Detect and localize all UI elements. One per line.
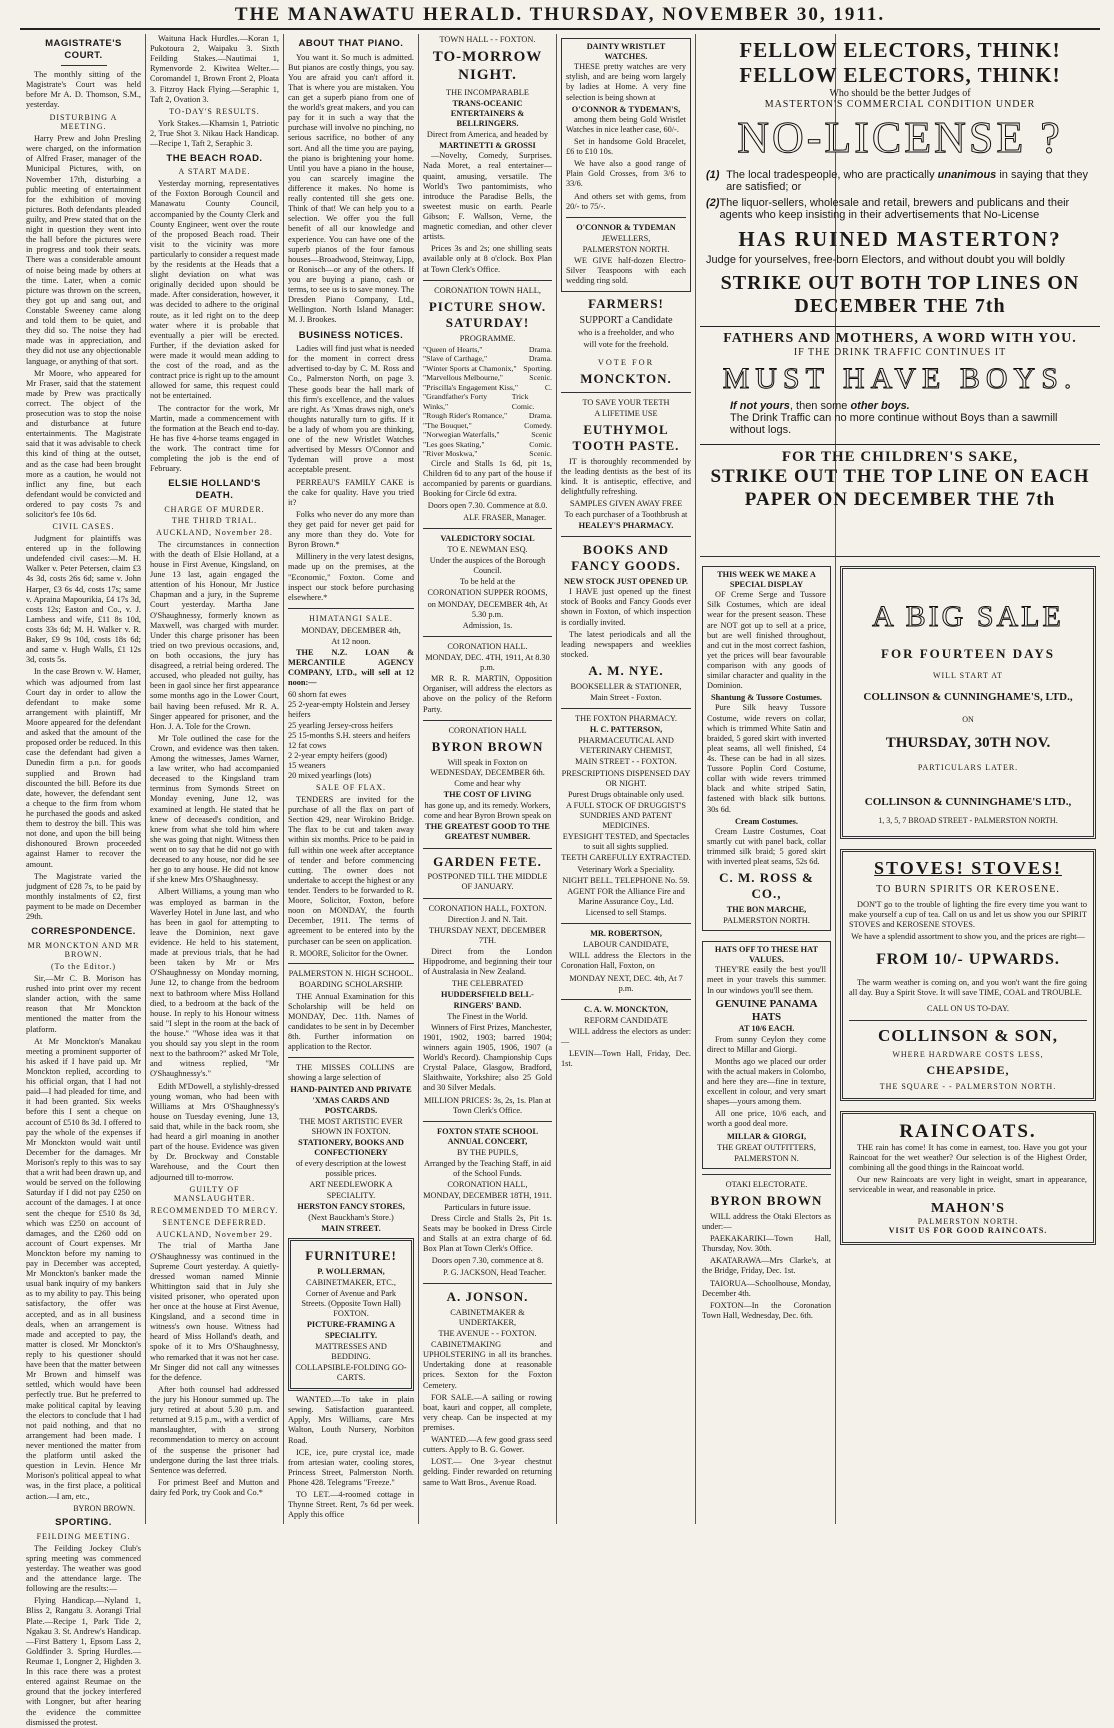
avenue-line: THE AVENUE - - FOXTON. (438, 1329, 537, 1339)
ad-line: A LIFETIME USE (594, 408, 658, 418)
cream-heading: Cream Costumes. (735, 816, 798, 826)
ad-line: TO SAVE YOUR TEETH (582, 397, 670, 407)
ad-text: THESE pretty watches are very stylish, and are being worn largely by ladies at Home. A very fine selection is being shown at (566, 62, 686, 102)
nolicense-title: NO-LICENSE ? (737, 113, 1063, 162)
new-stock-line: NEW STOCK JUST OPENED UP. (564, 577, 688, 587)
big-sale-ad (840, 566, 1096, 839)
if-drink-line: IF THE DRINK TRAFFIC CONTINUES IT (793, 347, 1007, 358)
programme-list (423, 345, 552, 459)
outfitters-line: THE GREAT OUTFITTERS, (717, 1142, 816, 1152)
jonson-title: A. JONSON. (446, 1288, 529, 1304)
monckton-title: MONCKTON. (580, 370, 672, 386)
list-item: 15 weaners (288, 761, 326, 771)
article-text: Waituna Hack Hurdles.—Koran 1, Pukotoura 2, Waipaku 3. Sixth Feilding Stakes.—Nautimai 1, Rymenvorde 2. Kiwitea Welter.—Coromandel 1, Brown Front 2, Ploata 3. Fitzroy Hack Flying.—Seraphic 1, Taft 2, Ovation 3. (150, 34, 279, 104)
classified: WANTED.—To take in plain sewing. Satisfaction guaranteed. Apply, Mrs Williams, care Mrs Walton, Louth Nursery, Norbiton Road. (288, 1395, 414, 1445)
town-line: PALMERSTON NORTH. (582, 244, 670, 254)
stoves-ad (840, 849, 1096, 1101)
oconnor-line: O'CONNOR & TYDEMAN'S, (571, 104, 681, 114)
herston-street: MAIN STREET. (321, 1223, 381, 1233)
will-start-line: WILL START AT (932, 671, 1004, 681)
ad-line: PRESCRIPTIONS DISPENSED DAY OR NIGHT. (561, 768, 691, 788)
beach-heading: THE BEACH ROAD. (166, 152, 263, 164)
list-item: 2 2-year empty heifers (good) (288, 750, 388, 760)
article-text: PERREAU'S FAMILY CAKE is the cake for quality. Have you tried it? (288, 477, 414, 507)
ad-text: among them being Gold Wristlet Watches in nice leather case, 60/-. (566, 114, 686, 134)
column-3 (284, 34, 418, 1524)
byron-title: BYRON BROWN (710, 1193, 823, 1208)
subheading: FEILDING MEETING. (36, 1532, 131, 1541)
finest-line: The Finest in the World. (447, 1011, 528, 1021)
later-line: PARTICULARS LATER. (917, 762, 1019, 772)
column-7 (836, 562, 1100, 1522)
ad-text: IT is thoroughly recommended by the leading dentists as the best of its kind. It is antiseptic, effective, and delightfully refreshing. (561, 456, 691, 496)
greatest-heading: THE GREATEST GOOD TO THE GREATEST NUMBER. (425, 822, 550, 842)
ad-text: FOR SALE.—A sailing or rowing boat, kauri and copper, all complete, very cheap. Can be inspected at my premises. (423, 1392, 552, 1432)
subheading: CIVIL CASES. (52, 522, 115, 532)
ad-line: Licensed to sell Stamps. (585, 907, 667, 917)
pharmacy-heading: THE FOXTON PHARMACY. (575, 714, 677, 724)
piano-heading: ABOUT THAT PIANO. (298, 38, 404, 49)
list-item: 12 fat cows (288, 740, 327, 750)
ad-text: LEVIN—Town Hall, Friday, Dec. 1st. (561, 1049, 691, 1069)
article-text: For primest Beef and Mutton and dairy fed Pork, try Cook and Co.* (150, 1477, 279, 1498)
stock-list (288, 690, 414, 781)
article-text: The Magistrate varied the judgment of £28 7s, to be paid by monthly instalments of £2, first payment to be made on December 29th. (26, 871, 141, 922)
article-text: The contractor for the work, Mr Martin, made a commencement with the formation at the Beach end to-day. He has five 4-horse teams engaged in the work. The contract time for completing the job is the end of February. (150, 403, 279, 474)
list-item: "Marvellous Melbourne," Scenic. (423, 373, 552, 383)
furniture-ad (288, 1238, 414, 1391)
ross-name: C. M. ROSS & CO., (719, 870, 814, 902)
school-heading: FOXTON STATE SCHOOL (437, 1126, 538, 1136)
list-item: "Norwegian Waterfalls," Scenic (423, 430, 552, 440)
children-title: FOR THE CHILDREN'S SAKE, (781, 449, 1019, 465)
fathers-title: FATHERS AND MOTHERS, A WORD WITH YOU. (723, 331, 1077, 346)
valedictory-heading: VALEDICTORY SOCIAL (440, 533, 535, 543)
ad-line: EYESIGHT TESTED, and Spectacles to suit all sights supplied. (562, 832, 690, 852)
ad-text: All one price, 10/6 each, and worth a good deal more. (707, 1109, 826, 1129)
cards-heading: HAND-PAINTED AND PRIVATE 'XMAS CARDS AND POSTCARDS. (290, 1085, 412, 1115)
furniture-title: FURNITURE! (305, 1248, 397, 1263)
mattresses-line: MATTRESSES AND BEDDING. (315, 1341, 387, 1361)
notices-heading: BUSINESS NOTICES. (298, 329, 404, 341)
candidate-line: REFORM CANDIDATE (584, 1015, 668, 1025)
cannot-line: The Drink Traffic can no more continue without Boys than a sawmill without logs. (730, 412, 1058, 436)
article-text: The circumstances in connection with the death of Elsie Holland, at a house in First Avenue, Kingsland, on June 13 last, again engaged the attention of his Honour, Mr Justice Chapman and a jury, in the Supreme Court yesterday. Martha Jane O'Shaughnessy, formerly known as Maxwell, was charged with murder. Under this charge prisoner has been tried on two previous occasions, and, on both occasions, the jury has disagreed, a retrial being ordered. The accused, who pleaded not guilty, has been in gaol since her first appearance some months ago in the Lower Court, bail having been refused. Mr R. A. Singer appeared for prisoner, and the Hon. J. A. Tole for the Crown. (150, 539, 279, 731)
ad-text: And others set with gems, from 20/- to 75/-. (566, 191, 686, 211)
dainty-heading: DAINTY WRISTLET WATCHES. (586, 42, 666, 62)
elsie-heading: ELSIE HOLLAND'S DEATH. (168, 478, 261, 501)
who-line: Who should be the better Judges of (829, 88, 971, 99)
article-text: Albert Williams, a young man who was employed as barman in the Waverley Hotel in June last, and who has been in gaol for attempting to leave the Dominion, next gave evidence. He held to his statement, made at previous trials, that he had been taken by Mr or Mrs O'Shaughnessy on Monday morning, June 12, to change from the bedroom next to bathroom where Miss Holland died, to a bedroom at the back of the house. In reply to his Honour witness said "I slept in the room at the back of the house." "Whose idea was it that you should say you slept in the room next to the bathroom?" asked Mr Tole, and witness replied, "Mr O'Shaughnessy's." (150, 887, 279, 1079)
collinson-line: COLLINSON & CUNNINGHAME'S, LTD., (863, 691, 1073, 704)
ad-text: Prices 3s and 2s; one shilling seats available only at 8 o'clock. Box Plan at Town Clerk's Office. (423, 244, 552, 274)
article-text: Edith M'Dowell, a stylishly-dressed young woman, who had been with Williams at Mrs O'Shaughnessy's house on Tuesday evening, June 13, said that, while in the back room, she had heard a girl moaning in another part of the house. Evidence was given by Dr. Brockway and Constable Warehouse, and the Court then adjourned till to-morrow. (150, 1081, 279, 1182)
list-item: "The Bouquet," Comedy. (423, 420, 552, 430)
scholarship-text: THE Annual Examination for this Scholarship will be held on MONDAY, Dec. 11th. Names of candidates to be sent in by December 8th. Further information on application to the Rector. (288, 991, 414, 1052)
address: Corner of Avenue and Park Streets. (Opposite Town Hall) FOXTON. (301, 1289, 401, 1319)
doors-line: Doors open 7.30. Commence at 8.0. (427, 501, 548, 511)
ad-text: THE rain has come! It has come in earnest, too. Have you got your Raincoat for the wet weather? Our selection is of the Highest Order, combining all the good things in the Raincoat world. (849, 1143, 1087, 1173)
picture-show-title: PICTURE SHOW. SATURDAY! (428, 298, 547, 330)
venue: CORONATION TOWN HALL, (434, 285, 541, 295)
list-item: "Les goes Skating," Comic. (423, 439, 552, 449)
ad-text: THEY'RE easily the best you'll meet in your travels this summer. In our windows you'll see them. (707, 965, 826, 995)
ad-text: Direct from the London Hippodrome, and beginning their tour of Australasia in New Zealand. (423, 947, 552, 977)
school-name: PALMERSTON N. HIGH SCHOOL. (288, 969, 414, 979)
ad-line: A FULL STOCK OF DRUGGIST'S SUNDRIES AND PATENT MEDICINES. (566, 800, 686, 831)
ad-text: WILL address the Otaki Electors as under:— (702, 1211, 831, 1231)
cheapside-line: CHEAPSIDE, (926, 1063, 1010, 1078)
week-heading: THIS WEEK WE MAKE A SPECIAL DISPLAY (717, 570, 816, 590)
list-item: 25 yearling Jersey-cross heifers (288, 720, 393, 730)
chemist-line: PHARMACEUTICAL AND VETERINARY CHEMIST, (578, 736, 674, 756)
admission-line: Admission, 1s. (462, 620, 513, 630)
article-text: Judgment for plaintiffs was entered up in the following undefended civil cases:—M. H. Walker v. Peter Petersen, claim £3 4s 3d, costs 26s 6d; same v. John Harper, £3 6s 4d, costs 17s; same v. Apraina Mapourikia, £4 17s 3d, costs 12s; Easton and Co., v. J. Lambess and wife, £11 8s 10d, costs 33s 6d; M. H. Walker v. R. Baker, £9 9s 10d, costs 18s 6d; and same v. Hugh Walls, £1 12s 3d, costs 5s. (26, 534, 141, 665)
flax-heading: SALE OF FLAX. (315, 783, 387, 793)
article-text: Mr Moore, who appeared for Mr Fraser, said that the statement made by Prew was practically correct. The object of the prosecution was to stop the noise and disturbance at future entertainments. The Magistrate said that it was advisable to check this kind of thing at the outset, and as the case had been brought more as a caution, he would not inflict any fine, but each defendant would be convicted and ordered to pay costs 7s and solicitor's fee 10s 6d. (26, 368, 141, 520)
ad-text: TAIORUA—Schoolhouse, Monday, December 4th. (702, 1278, 831, 1298)
list-item: "Rough Rider's Romance," Drama. (423, 411, 552, 421)
incomparable-line: THE INCOMPARABLE (446, 87, 529, 97)
millar-name: MILLAR & GIORGI, (726, 1131, 807, 1141)
ad-line: Purest Drugs obtainable only used. (568, 789, 684, 799)
ad-line: Come and hear why (454, 778, 521, 788)
article-text: Flying Handicap.—Nyland 1, Bliss 2, Rangatu 3. Aorangi Trial Plate.—Recipe 1, Park Tide 2, Ngakau 3. St. Andrew's Handicap.—First Battery 1, Epsom Lass 2, Goldfinder 3. Spring Hurdles.—Reumae 1, Longner 2, Highden 3. In this race there was a protest entered against Reumae on the ground that the jockey interfered with Longner, but after hearing the evidence the committee dismissed the protest. (26, 1596, 141, 1727)
herston-name: HERSTON FANCY STORES, (297, 1201, 405, 1211)
ad-line: NIGHT BELL. TELEPHONE No. 59. (562, 875, 690, 885)
ad-text: MR R. R. MARTIN, Opposition Organiser, will address the electors as above on the policy of the Reform Party. (423, 674, 552, 714)
bookseller-line: BOOKSELLER & STATIONER, (570, 681, 682, 691)
town-line: PALMERSTON N. (734, 1153, 799, 1163)
subheading: A START MADE. (178, 167, 251, 177)
vote-for: VOTE FOR (597, 357, 655, 367)
ad-text: Set in handsome Gold Bracelet, £6 to £10 10s. (566, 136, 686, 157)
ad-text: The warm weather is coming on, and you won't want the fire going all day. Buy a Spirit Stove. It will save TIME, COAL and TROUBLE. (849, 977, 1087, 997)
subheading: DISTURBING A MEETING. (49, 112, 118, 132)
cost-living-heading: THE COST OF LIVING (443, 789, 532, 799)
signature: BYRON BROWN. (73, 1503, 135, 1513)
ad-text: AKATARAWA—Mrs Clarke's, at the Bridge, Friday, Dec. 1st. (702, 1256, 831, 1276)
ad-text: PAEKAKARIKI—Town Hall, Thursday, Nov. 30th. (702, 1234, 831, 1254)
collinson-son-title: COLLINSON & SON, (878, 1025, 1058, 1045)
ad-text: Dress Circle and Stalls 2s, Pit 1s. Seats may be booked in Dress Circle and Stalls at an extra charge of 6d. Box Plan at Town Clerk's Office. (423, 1213, 552, 1253)
programme-heading: PROGRAMME. (459, 333, 516, 343)
jewellers-line: JEWELLERS, (601, 233, 651, 243)
raincoats-ad (840, 1111, 1096, 1245)
address: Main Street - Foxton. (590, 692, 662, 702)
ad-text: From sunny Ceylon they come direct to Millar and Giorgi. (707, 1034, 826, 1054)
ad-text: —Novelty, Comedy, Surprises. Nada Moret, a real entertainer—quaint, amusing, versatile. The World's Two pantomimists, who introduce the Paradise Bells, the sweetest music on earth. Pearle Gibson; F. Wallson, Verne, the magnetic comedian, and other clever artists. (423, 151, 552, 242)
signature: ALF. FRASER, Manager. (463, 513, 546, 523)
shantung-heading: Shantung & Tussore Costumes. (711, 693, 822, 703)
dateline: AUCKLAND, November 28. (156, 528, 273, 537)
article-text: Ladies will find just what is needed for the moment in correct dress advertised to-day by C. M. Ross and Co., Palmerston North, on page 3. These goods bear the hall mark of this firm's excellence, and the values are right. As 'Xmas draws nigh, one's thoughts naturally turn to gifts. If it be a lady of whom you are thinking, one of the new Wristlet Watches advertised by Messrs O'Connor and Tydeman will prove a most acceptable present. (288, 344, 414, 475)
subheading: RECOMMENDED TO MERCY. (150, 1206, 279, 1216)
letter-text: Sir,—Mr C. B. Morison has rushed into print over my recent slander action, with the same reason that Mr Monckton mentioned the matter from the platform. (26, 973, 141, 1034)
dateline: AUCKLAND, November 29. (156, 1229, 273, 1239)
masterton-line: MASTERTON'S COMMERCIAL CONDITION UNDER (764, 99, 1036, 110)
ad-line: TEETH CAREFULLY EXTRACTED. (561, 853, 691, 863)
sale-date: MONDAY, DECEMBER 4th, (301, 625, 401, 635)
stationery-heading: STATIONERY, BOOKS AND CONFECTIONERY (298, 1138, 404, 1158)
article-text: Mr Tole outlined the case for the Crown, and evidence was then taken. Among the witnesses, James Warner, a law writer, who had accompanied deceased to the Kingsland tram terminus from Symonds Street on Monday evening, June 12, was examined at length. He stated that he knew of deceased's condition, and knew from what she told him where she was going that night. Witness then went on to say that he did not go with deceased to any house, nor did he see her go to any house. He did not know if she knew Mrs O'Shaughnessy. (150, 733, 279, 885)
gocarts-line: COLLAPSIBLE-FOLDING GO-CARTS. (295, 1362, 407, 1382)
sale-time: At 12 noon. (331, 636, 371, 646)
subheading: TO-DAY'S RESULTS. (169, 106, 260, 116)
newman-line: TO E. NEWMAN ESQ. (447, 545, 528, 555)
direct-line: Direct from America, and headed by (426, 130, 549, 140)
collinson-line-2: COLLINSON & CUNNINGHAME'S LTD., (864, 796, 1072, 809)
framing-line: PICTURE-FRAMING A SPECIALITY. (306, 1320, 396, 1340)
subheading: SENTENCE DEFERRED. (162, 1217, 267, 1227)
item-1: (1) The local tradespeople, who are practically unanimous in saying that they are satisfied; or (706, 169, 1089, 193)
farmers-title: FARMERS! (588, 296, 664, 312)
ad-line: To each purchaser of a Toothbrush at (564, 510, 688, 520)
ad-text: Pure Silk heavy Tussore Costume, wide revers on collar, which is trimmed White Satin and braided, 5 gored skirt with inverted pleat seams, all well finished, £4 4s. These can be had in all sizes. Tussore Poplin Cord Costume, collar with wide revers trimmed black and white striped Satin, fastened with black silk buttons. 30s 6d. (707, 703, 826, 814)
signature: R. MOORE, Solicitor for the Owner. (289, 948, 408, 958)
ad-text: Circle and Stalls 1s 6d, pit 1s, Children 6d to any part of the house if accompanied by parents or guardians. Booking for Circle 6d extra. (423, 458, 552, 498)
held-line: To be held at the (459, 577, 516, 587)
herston-sub: (Next Bauckham's Store.) (308, 1212, 394, 1222)
otaki-heading: OTAKI ELECTORATE. (725, 1179, 808, 1189)
column-1 (22, 34, 145, 1727)
robertson-name: MR. ROBERTSON, (590, 929, 662, 939)
square-line: THE SQUARE - - PALMERSTON NORTH. (879, 1082, 1057, 1092)
letter-text: At Mr Monckton's Manakau meeting a prominent supporter of his asked if I have paid up. Mr Monckton replied, according to his official organ, that I had not paid—I had pleaded for time, and it had been granted. Six weeks before this I sent a cheque on account of £510 8s 3d. I offered to pay the whole of the expenses if Mr Monckton would wait until December for the damages. Mr Morison's reply to this was to say that a writ had been drawn up, and would be served on the following Saturday if I did not pay £250 on account of the damages. I at once sent the cheque for £510 8s 3d, which was £250 on account of damages, and the £260 odd on account of Court expenses. Mr Monckton before my naming to pay in December was accepted, Mr Monckton's banker made the usual bank inquiry of my bankers as to my ability to pay. This being satisfactory, the offer was accepted, and as in all business deals, when an arrangement is made and accepted to pay, the matter is closed. Mr Monckton's reply to his questioner should have been that the matter between Mr Brown and himself was settled, which would have been perfectly true. But he preferred to make political capital by leaving the electors to conclude that I had not paid nothing, and that no arrangement had been made. I never mentioned the matter from the platform until asked the question in Levin. Hence Mr Morison's political appeal to what was, in the first place, a political action.—I am, etc., (26, 1036, 141, 1501)
editor-line: (To the Editor.) (51, 962, 116, 972)
ad-line: Veterinary Work a Speciality. (577, 864, 675, 874)
list-item: 25 2-year-empty Holstein and Jersey heifers (288, 700, 410, 720)
sporting-heading: SPORTING. (55, 1517, 112, 1529)
candidate-line: LABOUR CANDIDATE, (583, 940, 669, 950)
subheading: THE THIRD TRIAL. (171, 516, 258, 526)
from-line: FROM 10/- UPWARDS. (876, 951, 1060, 969)
ad-text: I HAVE just opened up the finest stock of Books and Fancy Goods ever shown in Foxton, of which inspection is cordially invited. (561, 587, 691, 627)
burn-line: TO BURN SPIRITS OR KEROSENE. (876, 883, 1060, 895)
date-line: THURSDAY NEXT, DECEMBER 7TH. (428, 925, 546, 945)
article-text: Yesterday morning, representatives of the Foxton Borough Council and Manawatu County Council, accompanied by the County Clerk and County Engineer, went over the route of the proposed Beach road. Their visit to the vicinity was more particularly to consider a request made by the residents at the Heads that a slight deviation on what was originally decided upon should be made. After consideration, however, it was decided to adhere to the original route, as it led right on to the deep water where it is probable that eventually a pier will be erected. Further, if the deviation asked for were made it would mean adding to the cost of the road, and as the contract price is right up to the amount allowed for same, this request could not be entertained. (150, 179, 279, 401)
must-title: MUST HAVE BOYS. (722, 362, 1078, 395)
article-text: The monthly sitting of the Magistrate's Court was held before Mr A. D. Thomson, S.M., yesterday. (26, 70, 141, 110)
healey-name: HEALEY'S PHARMACY. (578, 521, 674, 531)
column-5 (557, 34, 695, 1524)
ad-text: Months ago we placed our order with the actual makers in Colombo, and here they are—fine in texture, excellent in colour, and very smart shapes—yours among them. (707, 1056, 826, 1107)
column-2 (146, 34, 283, 1524)
nye-name: A. M. NYE. (588, 662, 664, 678)
article-text: York Stakes.—Khamsin 1, Patriotic 2, True Shot 3. Nikau Hack Handicap.—Recipe 1, Taft 2, Seraphic 3. (150, 118, 279, 148)
article-text: After both counsel had addressed the jury his Honour summed up. The jury retired at about 5.30 p.m. and returned at 9.15 p.m., with a verdict of manslaughter, with a strong recommendation to mercy on account of the suspense the prisoner had undergone during the last three trials. Sentence was deferred. (150, 1384, 279, 1475)
big-sale-title: A BIG SALE (872, 600, 1064, 633)
genuine-heading: GENUINE PANAMA HATS (715, 997, 818, 1024)
ad-text: WILL address the electors as under:— (561, 1026, 691, 1047)
venue: CORONATION HALL (448, 725, 527, 735)
himatangi-heading: HIMATANGI SALE. (309, 613, 393, 623)
ifnot-line: If not yours, then some other boys. (730, 400, 910, 412)
on-line: ON (962, 714, 974, 724)
magistrate-heading: MAGISTRATE'S COURT. (45, 38, 122, 61)
ad-text: WE GIVE half-dozen Electro-Silver Teaspoons with each wedding ring sold. (566, 256, 686, 286)
fellow-line-1: FELLOW ELECTORS, THINK! (739, 38, 1061, 62)
direction-line: Direction J. and N. Tait. (447, 914, 528, 924)
subheading: CHARGE OF MURDER. (164, 504, 265, 514)
ad-line: SUPPORT a Candidate (579, 315, 673, 327)
ad-text: The latest periodicals and all the leading newspapers and weeklies stocked. (561, 629, 691, 659)
jonson-sub: CABINETMAKER & UNDERTAKER, (450, 1307, 525, 1327)
list-item: 25 15-months S.H. steers and heifers (288, 730, 411, 740)
doors-line: Doors open 7.30, commence at 8. (431, 1256, 544, 1266)
broad-line: 1, 3, 5, 7 BROAD STREET - PALMERSTON NORTH. (878, 815, 1058, 825)
no-license-ad (700, 36, 1100, 546)
raincoats-title: RAINCOATS. (899, 1120, 1037, 1142)
tender-text: TENDERS are invited for the purchase of all the flax on part of Section 429, near Wirokino Bridge. The flax to be cut and taken away within six months. Price to be paid in full within one week after acceptance of tender and before commencing cutting. The owner does not undertake to accept the highest or any tender. Tenders to be forwarded to R. Moore, Solicitor, Foxton, before noon on MONDAY, the fourth December, 1911. The terms of agreement to be entered into by the purchaser can be seen on application. (288, 794, 414, 946)
tomorrow-title: TO-MORROW NIGHT. (432, 49, 543, 84)
artistic-line: THE MOST ARTISTIC EVER SHOWN IN FOXTON. (299, 1116, 403, 1136)
venue: CORONATION HALL, FOXTON. (428, 903, 547, 913)
judge-line: Judge for yourselves, free-born Electors, and without doubt you will boldly (706, 254, 1065, 266)
ad-text: CABINETMAKING and UPHOLSTERING in all its branches. Undertaking done at reasonable prices. Sexton for the Foxton Cemetery. (423, 1340, 552, 1390)
pupils-line: BY THE PUPILS, (456, 1147, 519, 1157)
classified: TO LET.—4-roomed cottage in Thynne Street. Rent, 7s 6d per week. Apply this office (288, 1490, 414, 1520)
list-item: "Queen of Hearts," Drama. (423, 344, 552, 354)
thursday-line: THURSDAY, 30TH NOV. (885, 735, 1051, 752)
particulars-line: Particulars in future issue. (444, 1202, 531, 1212)
date-line: MONDAY, DECEMBER 18TH, 1911. (423, 1191, 552, 1201)
classified: LOST.— One 3-year chestnut gelding. Finder rewarded on returning same to Watt Bros., Avenue Road. (423, 1457, 552, 1487)
hats-heading: HATS OFF TO THESE HAT VALUES. (714, 945, 819, 965)
date-line: MONDAY NEXT, DEC. 4th, At 7 p.m. (569, 973, 683, 993)
article-text: Harry Prew and John Presling were charged, on the information of Alfred Fraser, manager of the Municipal Pictures, with, on November 17th, disturbing a public meeting of entertainment for the exhibition of moving pictures. Both defendants pleaded guilty, and Prew stated that on the night in question they went into the hall before the pictures were in progress and took their seats. There was a considerable amount of noise being made by others at the time. Later, when a comic picture was thrown on the screen, they got up and sang out, and Constable Sweeney came along and told them to be quiet, and they did so. The noise they had made was in appreciation, and they did not use any objectionable language, or anything of that sort. (26, 134, 141, 366)
wollerman-name: P. WOLLERMAN, (317, 1266, 385, 1276)
list-item: "River Moskwa," Scenic. (423, 449, 552, 459)
column-4 (419, 34, 556, 1524)
visit-line: VISIT US FOR GOOD RAINCOATS. (888, 1226, 1048, 1236)
byron-title: BYRON BROWN (431, 738, 544, 754)
correspondence-heading: CORRESPONDENCE. (31, 926, 136, 938)
call-line: CALL ON US TO-DAY. (927, 1003, 1009, 1013)
concert-heading: ANNUAL CONCERT, (447, 1136, 528, 1146)
samples-line: SAMPLES GIVEN AWAY FREE (569, 499, 683, 509)
article-text: Millinery in the very latest designs, made up on the premises, at the "Economic," Foxton. Come and inspect our stock before purchasing elsewhere.* (288, 552, 414, 602)
list-item: "Grandfather's Forty Winks," Trick Comic. (423, 392, 535, 411)
list-item: 60 shorn fat ewes (288, 690, 347, 700)
company-line: THE N.Z. LOAN & MERCANTILE AGENCY COMPANY, LTD., will sell at 12 noon:— (288, 647, 414, 688)
collins-text: THE MISSES COLLINS are showing a large selection of (288, 1063, 414, 1083)
martinetti-heading: MARTINETTI & GROSSI (439, 141, 536, 151)
article-text: The trial of Martha Jane O'Shaughnessy was continued in the Supreme Court yesterday. A quietly-dressed woman named Minnie Whittington said that in July she visited prisoner, who operated upon her once at the house at First Avenue, Kingsland, and a second time in witness's own house. Witness had heard of Miss Holland's death, and spoke of it to Mrs O'Shaughnessy, who remarked that it was not her case. Mr Singer did not call any witnesses for the defence. (150, 1241, 279, 1382)
date-line: MONDAY, DEC. 4TH, 1911, At 8.30 p.m. (425, 653, 550, 673)
watches-ad (561, 38, 691, 292)
ad-line: Will speak in Foxton on WEDNESDAY, DECEMBER 6th. (430, 757, 545, 777)
list-item: "Slave of Carthage," Drama. (423, 354, 552, 364)
auspices-line: Under the auspices of the Borough Council. (429, 556, 546, 576)
supper-date: on MONDAY, DECEMBER 4th, At 5.30 p.m. (427, 599, 548, 619)
monckton-name: C. A. W. MONCKTON, (584, 1004, 668, 1014)
postponed-line: POSTPONED TILL THE MIDDLE OF JANUARY. (427, 872, 548, 892)
fellow-line-2: FELLOW ELECTORS, THINK! (739, 63, 1061, 87)
needlework-line: ART NEEDLEWORK A SPECIALITY. (309, 1180, 393, 1200)
ross-ad (702, 566, 831, 931)
mahon-title: MAHON'S (931, 1200, 1005, 1216)
price-line: AT 10/6 EACH. (738, 1024, 795, 1034)
garden-fete-title: GARDEN FETE. (433, 853, 542, 869)
ad-text: Our new Raincoats are very light in weight, smart in appearance, serviceable in wear, and reasonable in price. (849, 1175, 1087, 1195)
patterson-name: H. C. PATTERSON, (589, 725, 663, 735)
firm-name: O'CONNOR & TYDEMAN (576, 222, 676, 232)
article-text: The Feilding Jockey Club's spring meeting was commenced yesterday. The weather was good and the attendance large. The following are the results:— (26, 1543, 141, 1594)
where-line: WHERE HARDWARE COSTS LESS, (892, 1049, 1044, 1059)
venue: CORONATION HALL. (447, 641, 528, 651)
euthymol-title: EUTHYMOL TOOTH PASTE. (572, 421, 680, 453)
ad-text: DON'T go to the trouble of lighting the fire every time you want to make yourself a cup of tea. Call on us and let us show you our SPIRIT STOVES and KEROSENE STOVES. (849, 899, 1087, 929)
arranged-line: Arranged by the Teaching Staff, in aid of the School Funds. (424, 1159, 551, 1179)
huddersfield-heading: HUDDERSFIELD BELL-RINGERS' BAND. (441, 990, 534, 1010)
hats-ad (702, 941, 831, 1169)
scholarship-heading: BOARDING SCHOLARSHIP. (299, 980, 403, 990)
ad-text: Winners of First Prizes, Manchester, 1901, 1902, 1903; barred 1904; winners again 1905, 1906, 1907 (a World's Record). Championship Cups Crystal Palace, Glasgow, Bradford, Slaithwaite, Yorkshire; also 25 Gold and 30 Silver Medals. (423, 1022, 552, 1093)
strike-title-2: STRIKE OUT THE TOP LINE ON EACH PAPER ON DECEMBER THE 7th (710, 466, 1090, 510)
cabinetmaker-line: CABINETMAKER, ETC., (306, 1277, 396, 1287)
column-6 (698, 562, 835, 1522)
venue: CORONATION HALL, (447, 1180, 528, 1190)
list-item: 20 mixed yearlings (lots) (288, 771, 372, 781)
ad-line: has gone up, and its remedy. Workers, come and hear Byron Brown speak on (423, 801, 552, 821)
article-text: Folks who never do any more than they get paid for never get paid for any more than they do. Vote for Byron Brown.* (288, 509, 414, 550)
stoves-title: STOVES! STOVES! (874, 857, 1062, 878)
ad-text: Cream Lustre Costumes, Coat smartly cut with panel back, collar trimmed silk braid; 5 gored skirt with inverted pleat seams, 52s 6d. (707, 826, 826, 867)
ad-line: who is a freeholder, and who (578, 328, 674, 338)
ad-line: AGENT FOR the Alliance Fire and Marine Assurance Coy., Ltd. (567, 886, 685, 906)
trans-heading: TRANS-OCEANIC ENTERTAINERS & BELLRINGERS. (450, 98, 525, 129)
subheading: GUILTY OF MANSLAUGHTER. (173, 1184, 256, 1204)
strike-title-1: STRIKE OUT BOTH TOP LINES ON DECEMBER THE 7th (720, 272, 1080, 317)
masthead: THE MANAWATU HERALD. THURSDAY, NOVEMBER 30, 1911. (20, 4, 1100, 30)
ad-line: will vote for the freehold. (583, 339, 669, 349)
celebrated-line: THE CELEBRATED (451, 979, 524, 989)
ad-text: We have also a good range of Plain Gold Crosses, from 3/6 to 33/6. (566, 159, 686, 189)
town-line: PALMERSTON NORTH. (723, 916, 810, 925)
supper-rooms: CORONATION SUPPER ROOMS, (427, 588, 548, 598)
townhall-line: TOWN HALL - - FOXTON. (439, 35, 536, 44)
ad-text: OF Creme Serge and Tussore Silk Costumes, which are ideal wear for the present season. These are NOT got up to sell at a price, but are well finished throughout, and cut in the most correct fashion, yet the prices will bear favourable comparison with any goods of similar character and quality in the Dominion. (707, 590, 826, 691)
item-2: (2) The liquor-sellers, wholesale and retail, brewers and publicans and their agents who keep insisting in their advertisements that No-License (706, 197, 1070, 221)
ad-line: We have a splendid assortment to show you, and the prices are right— (851, 932, 1085, 942)
classified: WANTED.—A few good grass seed cutters. Apply to B. G. Gower. (423, 1435, 552, 1455)
ad-text: FOXTON—In the Coronation Town Hall, Wednesday, Dec. 6th. (702, 1300, 831, 1320)
list-item: "Priscilla's Engagement Kiss," C. (423, 382, 552, 392)
ad-text: WILL address the Electors in the Coronation Hall, Foxton, on (561, 951, 691, 971)
ruined-title: HAS RUINED MASTERTON? (738, 227, 1062, 251)
subheading: MR MONCKTON AND MR BROWN. (27, 940, 140, 960)
classified: ICE, ice, pure crystal ice, made from artesian water, cooling stores, Princess Street, Palmerston North. Phone 428. Telegrams "Freeze." (288, 1447, 414, 1487)
article-text: You want it. So much is admitted. But pianos are costly things, you say. You are afraid you can't afford it. That is where you are mistaken. You can get a superb piano from one of the world's great makers, and you can pay for it in such a way that the purchase will involve no pinching, no serious sacrifice, no bother of any sort. And all the time you are paying, the piano is brightening your home. Until you have a piano in the house, you can scarcely imagine the difference it makes. No home is really contented till she gets one. Think of that! We can help you to a selection. We offer you the full benefit of all our knowledge and experience. You can have one of the superb pianos of the four famous houses—Broadwood, Steinway, Lipp, or Ronisch—or any of the others. If you are buying a piano, cash or terms, to see us is to save money. The Dresden Piano Company, Ltd., Wellington. North Island Manager: M. J. Brookes. (288, 52, 414, 325)
prices-line: MILLION PRICES: 3s, 2s, 1s. Plan at Town Clerk's Office. (424, 1095, 551, 1115)
signature: P. G. JACKSON, Head Teacher. (443, 1268, 546, 1278)
bon-marche: THE BON MARCHE, (726, 904, 807, 914)
books-title: BOOKS AND FANCY GOODS. (571, 542, 681, 574)
town-line: PALMERSTON NORTH. (917, 1216, 1019, 1226)
list-item: "Winter Sports at Chamonix," Sporting. (423, 363, 552, 373)
article-text: In the case Brown v. W. Hamer, which was adjourned from last Court day in order to allow the defendant to make some arrangement with plaintiff, Mr Moore appeared for the defendant and asked that the amount of the proposed order be reduced. In this case the defendant had given a Dunedin firm a p.n. for goods supplied and Brown had discounted the bill. Before its due date, however, the defendant sent a cheque to the firm from whom he purchased the goods and asked them to destroy the bill. This was not done, and upon the bill being dishonoured Brown proceeded against Hamer to recover the amount. (26, 667, 141, 869)
address: MAIN STREET - - FOXTON. (575, 757, 677, 767)
stationery-sub: of every description at the lowest possible prices. (295, 1159, 407, 1179)
fourteen-line: FOR FOURTEEN DAYS (881, 645, 1055, 661)
